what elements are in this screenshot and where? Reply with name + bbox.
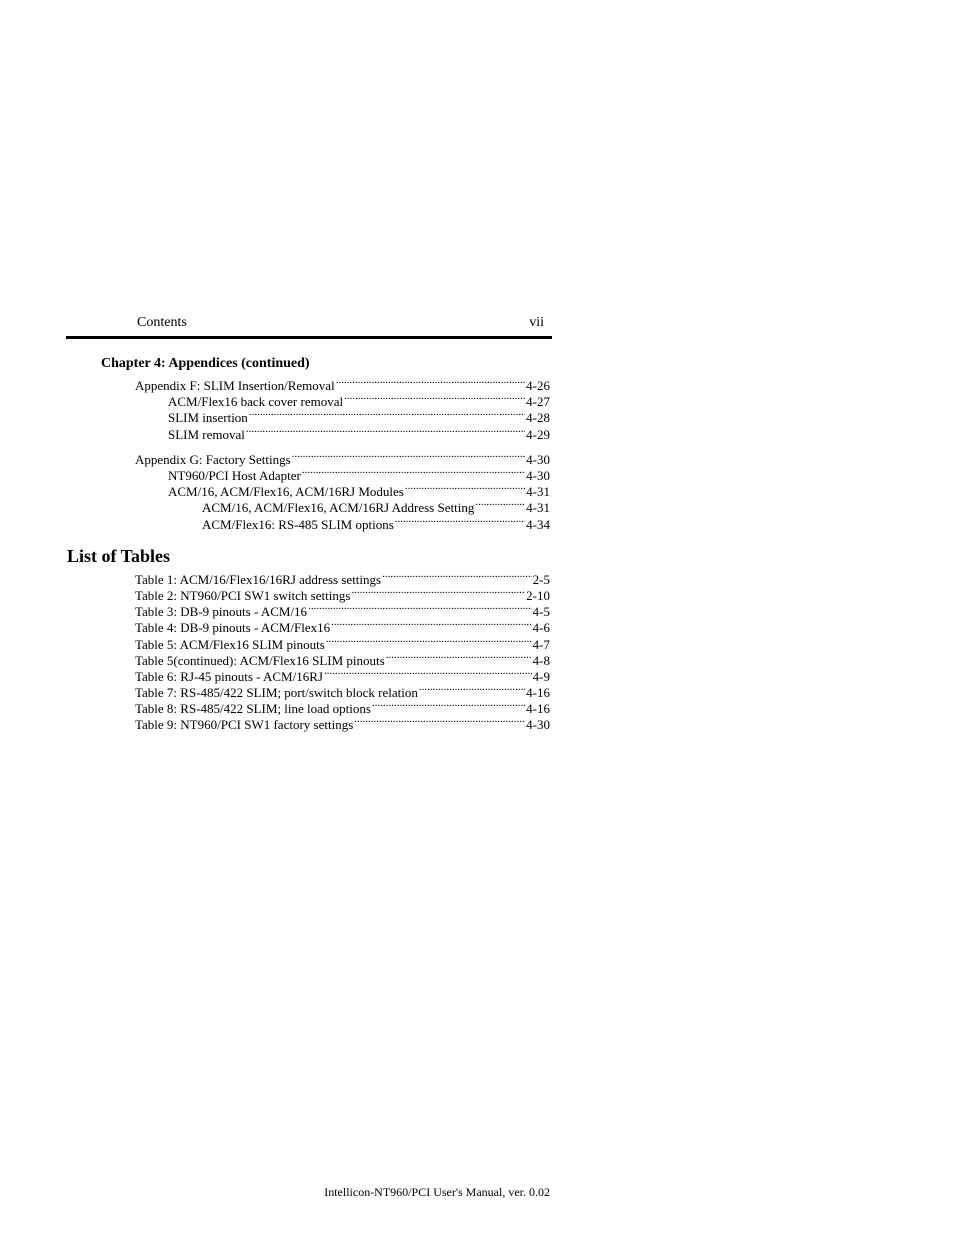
dot-leader — [331, 616, 531, 632]
toc-entry-table-2[interactable] — [135, 584, 550, 603]
toc-entry-table-8[interactable] — [135, 697, 550, 716]
toc-entry-back-cover-removal[interactable] — [168, 390, 550, 409]
toc-entry-table-3[interactable] — [135, 600, 550, 619]
dot-leader — [302, 464, 525, 480]
dot-leader — [344, 390, 525, 406]
toc-entry-page: 4-34 — [526, 517, 550, 532]
dot-leader — [246, 423, 525, 439]
toc-entry-text: Table 1: ACM/16/Flex16/16RJ address settings — [135, 572, 382, 587]
header-page-number: vii — [529, 315, 544, 330]
toc-entry-page: 2-5 — [532, 572, 550, 587]
toc-entry-text: Table 6: RJ-45 pinouts - ACM/16RJ — [135, 669, 323, 684]
toc-entry-text: SLIM removal — [168, 427, 245, 442]
toc-entry-page: 4-8 — [532, 653, 550, 668]
toc-entry-text: ACM/Flex16 back cover removal — [168, 394, 344, 409]
toc-entry-table-5[interactable] — [135, 633, 550, 652]
toc-entry-table-9[interactable] — [135, 713, 550, 732]
dot-leader — [292, 448, 526, 464]
dot-leader — [382, 568, 532, 584]
dot-leader — [308, 600, 532, 616]
toc-entry-text: Table 5: ACM/Flex16 SLIM pinouts — [135, 637, 325, 652]
toc-entry-page: 4-5 — [532, 604, 550, 619]
toc-entry-page: 4-16 — [526, 701, 550, 716]
dot-leader — [475, 496, 525, 512]
toc-entry-page: 4-26 — [526, 378, 550, 393]
toc-entry-table-4[interactable] — [135, 616, 550, 635]
toc-entry-page: 4-6 — [532, 620, 550, 635]
toc-entry-page: 4-7 — [532, 637, 550, 652]
toc-entry-text: Table 8: RS-485/422 SLIM; line load options — [135, 701, 371, 716]
toc-entry-page: 4-16 — [526, 685, 550, 700]
toc-entry-address-setting[interactable] — [202, 496, 550, 515]
dot-leader — [336, 374, 525, 390]
toc-entry-modules[interactable] — [168, 480, 550, 499]
dot-leader — [372, 697, 525, 713]
toc-entry-text: Table 4: DB-9 pinouts - ACM/Flex16 — [135, 620, 331, 635]
toc-entry-text: Table 9: NT960/PCI SW1 factory settings — [135, 717, 354, 732]
dot-leader — [249, 406, 525, 422]
toc-entry-slim-options[interactable] — [202, 513, 550, 532]
toc-entry-table-6[interactable] — [135, 665, 550, 684]
toc-entry-slim-removal[interactable] — [168, 423, 550, 442]
page-footer: Intellicon-NT960/PCI User's Manual, ver. 0.02 — [324, 1185, 550, 1199]
toc-entry-page: 4-30 — [526, 452, 550, 467]
toc-entry-text: ACM/16, ACM/Flex16, ACM/16RJ Modules — [168, 484, 404, 499]
toc-entry-text: ACM/16, ACM/Flex16, ACM/16RJ Address Setting — [202, 500, 475, 515]
toc-entry-page: 4-30 — [526, 717, 550, 732]
toc-entry-page: 4-31 — [526, 500, 550, 515]
list-of-tables-heading: List of Tables — [67, 546, 171, 566]
toc-entry-page: 4-30 — [526, 468, 550, 483]
toc-entry-text: Table 7: RS-485/422 SLIM; port/switch block relation — [135, 685, 418, 700]
header-section-title: Contents — [137, 315, 187, 330]
toc-entry-slim-insertion[interactable] — [168, 406, 550, 425]
toc-entry-page: 4-28 — [526, 410, 550, 425]
toc-entry-table-5-continued[interactable] — [135, 649, 550, 668]
toc-entry-page: 4-9 — [532, 669, 550, 684]
dot-leader — [326, 633, 532, 649]
dot-leader — [351, 584, 525, 600]
toc-entry-appendix-g[interactable] — [135, 448, 550, 467]
page-header — [66, 314, 552, 339]
dot-leader — [386, 649, 532, 665]
toc-entry-text: SLIM insertion — [168, 410, 248, 425]
toc-entry-text: Appendix F: SLIM Insertion/Removal — [135, 378, 335, 393]
toc-entry-page: 2-10 — [526, 588, 550, 603]
toc-entry-host-adapter[interactable] — [168, 464, 550, 483]
toc-entry-appendix-f[interactable] — [135, 374, 550, 393]
toc-entry-text: Table 5(continued): ACM/Flex16 SLIM pinouts — [135, 653, 385, 668]
dot-leader — [324, 665, 532, 681]
toc-entry-page: 4-29 — [526, 427, 550, 442]
chapter-heading: Chapter 4: Appendices (continued) — [101, 356, 310, 371]
toc-entry-text: ACM/Flex16: RS-485 SLIM options — [202, 517, 394, 532]
toc-entry-text: Table 2: NT960/PCI SW1 switch settings — [135, 588, 351, 603]
toc-entry-table-7[interactable] — [135, 681, 550, 700]
dot-leader — [419, 681, 525, 697]
toc-entry-table-1[interactable] — [135, 568, 550, 587]
toc-entry-text: Appendix G: Factory Settings — [135, 452, 291, 467]
dot-leader — [405, 480, 525, 496]
dot-leader — [395, 513, 525, 529]
toc-entry-text: Table 3: DB-9 pinouts - ACM/16 — [135, 604, 308, 619]
toc-entry-text: NT960/PCI Host Adapter — [168, 468, 301, 483]
dot-leader — [354, 713, 525, 729]
toc-entry-page: 4-31 — [526, 484, 550, 499]
toc-entry-page: 4-27 — [526, 394, 550, 409]
